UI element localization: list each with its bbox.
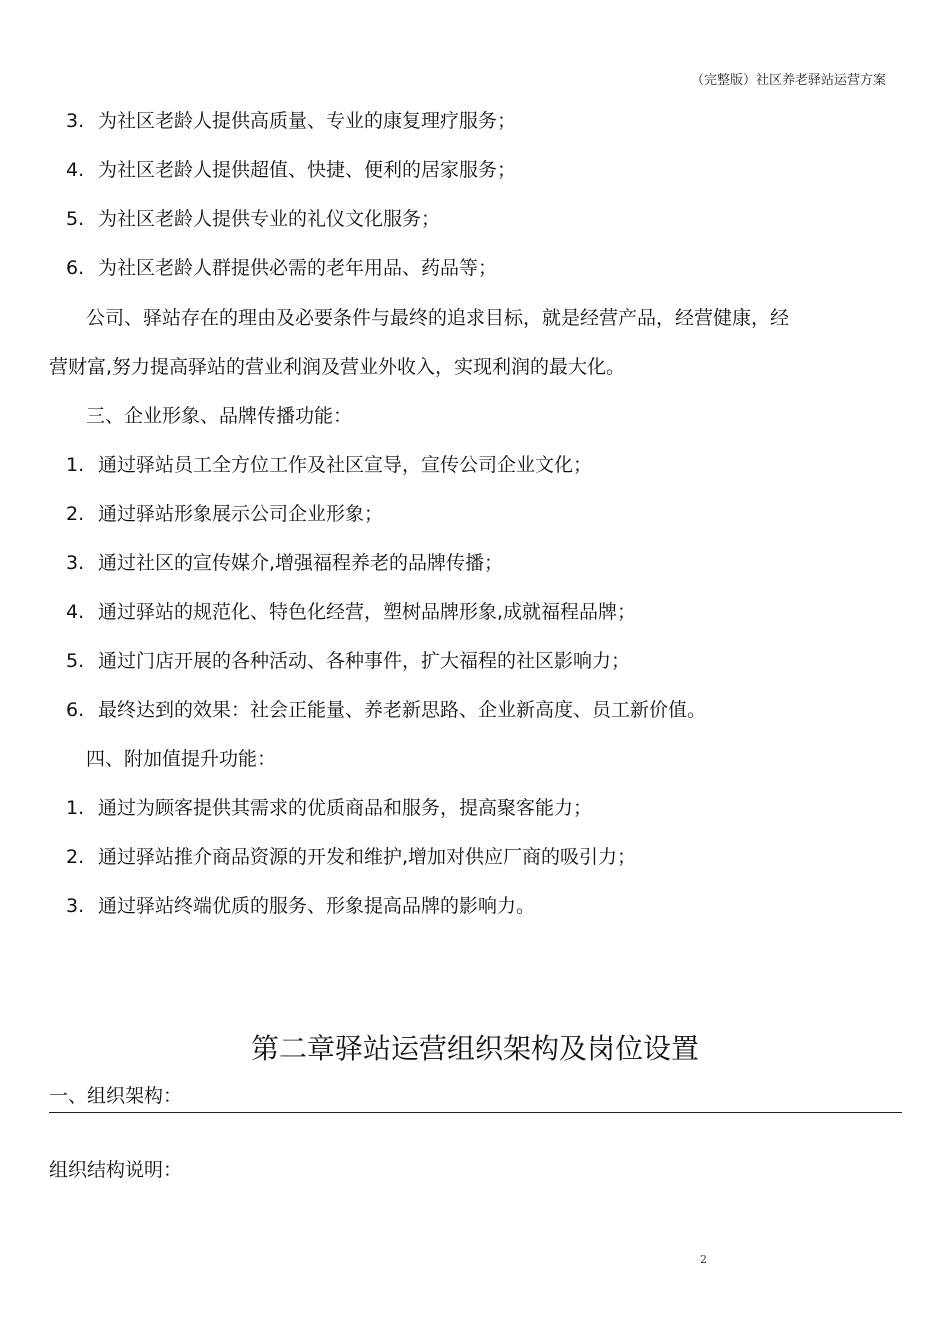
paragraph-line-2: 营财富,努力提高驿站的营业利润及营业外收入，实现利润的最大化。: [49, 356, 626, 378]
section-heading: 四、附加值提升功能：: [86, 748, 277, 770]
list-item-text: 最终达到的效果：社会正能量、养老新思路、企业新高度、员工新价值。: [98, 699, 707, 721]
paragraph-line-1: 公司、驿站存在的理由及必要条件与最终的追求目标，就是经营产品，经营健康，经: [86, 307, 790, 329]
section-heading: 三、企业形象、品牌传播功能：: [86, 405, 353, 427]
list-item: [66, 453, 592, 477]
list-item-text: 通过门店开展的各种活动、各种事件，扩大福程的社区影响力；: [98, 650, 631, 672]
list-item-text: 为社区老龄人提供高质量、专业的康复理疗服务；: [98, 110, 517, 132]
list-item-text: 为社区老龄人提供超值、快捷、便利的居家服务；: [98, 159, 517, 181]
list-item-number: 6.: [66, 257, 85, 279]
list-item-number: 1.: [66, 454, 85, 476]
list-item: [66, 894, 535, 918]
list-item-number: 5.: [66, 650, 85, 672]
list-item-text: 通过社区的宣传媒介,增强福程养老的品牌传播；: [98, 552, 504, 574]
list-item-text: 通过驿站员工全方位工作及社区宣导，宣传公司企业文化；: [98, 454, 593, 476]
list-item: [66, 796, 592, 820]
list-item-text: 通过驿站推介商品资源的开发和维护,增加对供应厂商的吸引力；: [98, 846, 637, 868]
list-item: [66, 845, 636, 869]
list-item-number: 3.: [66, 552, 85, 574]
list-item-number: 5.: [66, 208, 85, 230]
chapter-subheading: 一、组织架构：: [49, 1085, 183, 1107]
chapter-title: 第二章驿站运营组织架构及岗位设置: [250, 1032, 699, 1065]
list-item-number: 2.: [66, 503, 85, 525]
list-item: [66, 109, 516, 133]
list-item: [66, 502, 383, 526]
list-item-number: 3.: [66, 110, 85, 132]
list-item: [66, 207, 440, 231]
list-item: [66, 551, 503, 575]
list-item-number: 2.: [66, 846, 85, 868]
list-item-number: 3.: [66, 895, 85, 917]
list-item-text: 通过驿站形象展示公司企业形象；: [98, 503, 384, 525]
heading-rule: [49, 1112, 902, 1113]
list-item-text: 为社区老龄人群提供必需的老年用品、药品等；: [98, 257, 498, 279]
list-item-number: 6.: [66, 699, 85, 721]
list-item: [66, 698, 706, 722]
list-item: [66, 649, 630, 673]
list-item: [66, 600, 636, 624]
list-item-number: 4.: [66, 601, 85, 623]
list-item-text: 通过驿站的规范化、特色化经营，塑树品牌形象,成就福程品牌；: [98, 601, 637, 623]
list-item: [66, 256, 497, 280]
list-item-number: 4.: [66, 159, 85, 181]
page-number: 2: [700, 1253, 707, 1266]
list-item-number: 1.: [66, 797, 85, 819]
running-header: （完整版）社区养老驿站运营方案: [690, 73, 886, 88]
list-item-text: 为社区老龄人提供专业的礼仪文化服务；: [98, 208, 441, 230]
structure-note: 组织结构说明：: [49, 1159, 183, 1181]
list-item: [66, 158, 516, 182]
list-item-text: 通过为顾客提供其需求的优质商品和服务，提高聚客能力；: [98, 797, 593, 819]
list-item-text: 通过驿站终端优质的服务、形象提高品牌的影响力。: [98, 895, 536, 917]
